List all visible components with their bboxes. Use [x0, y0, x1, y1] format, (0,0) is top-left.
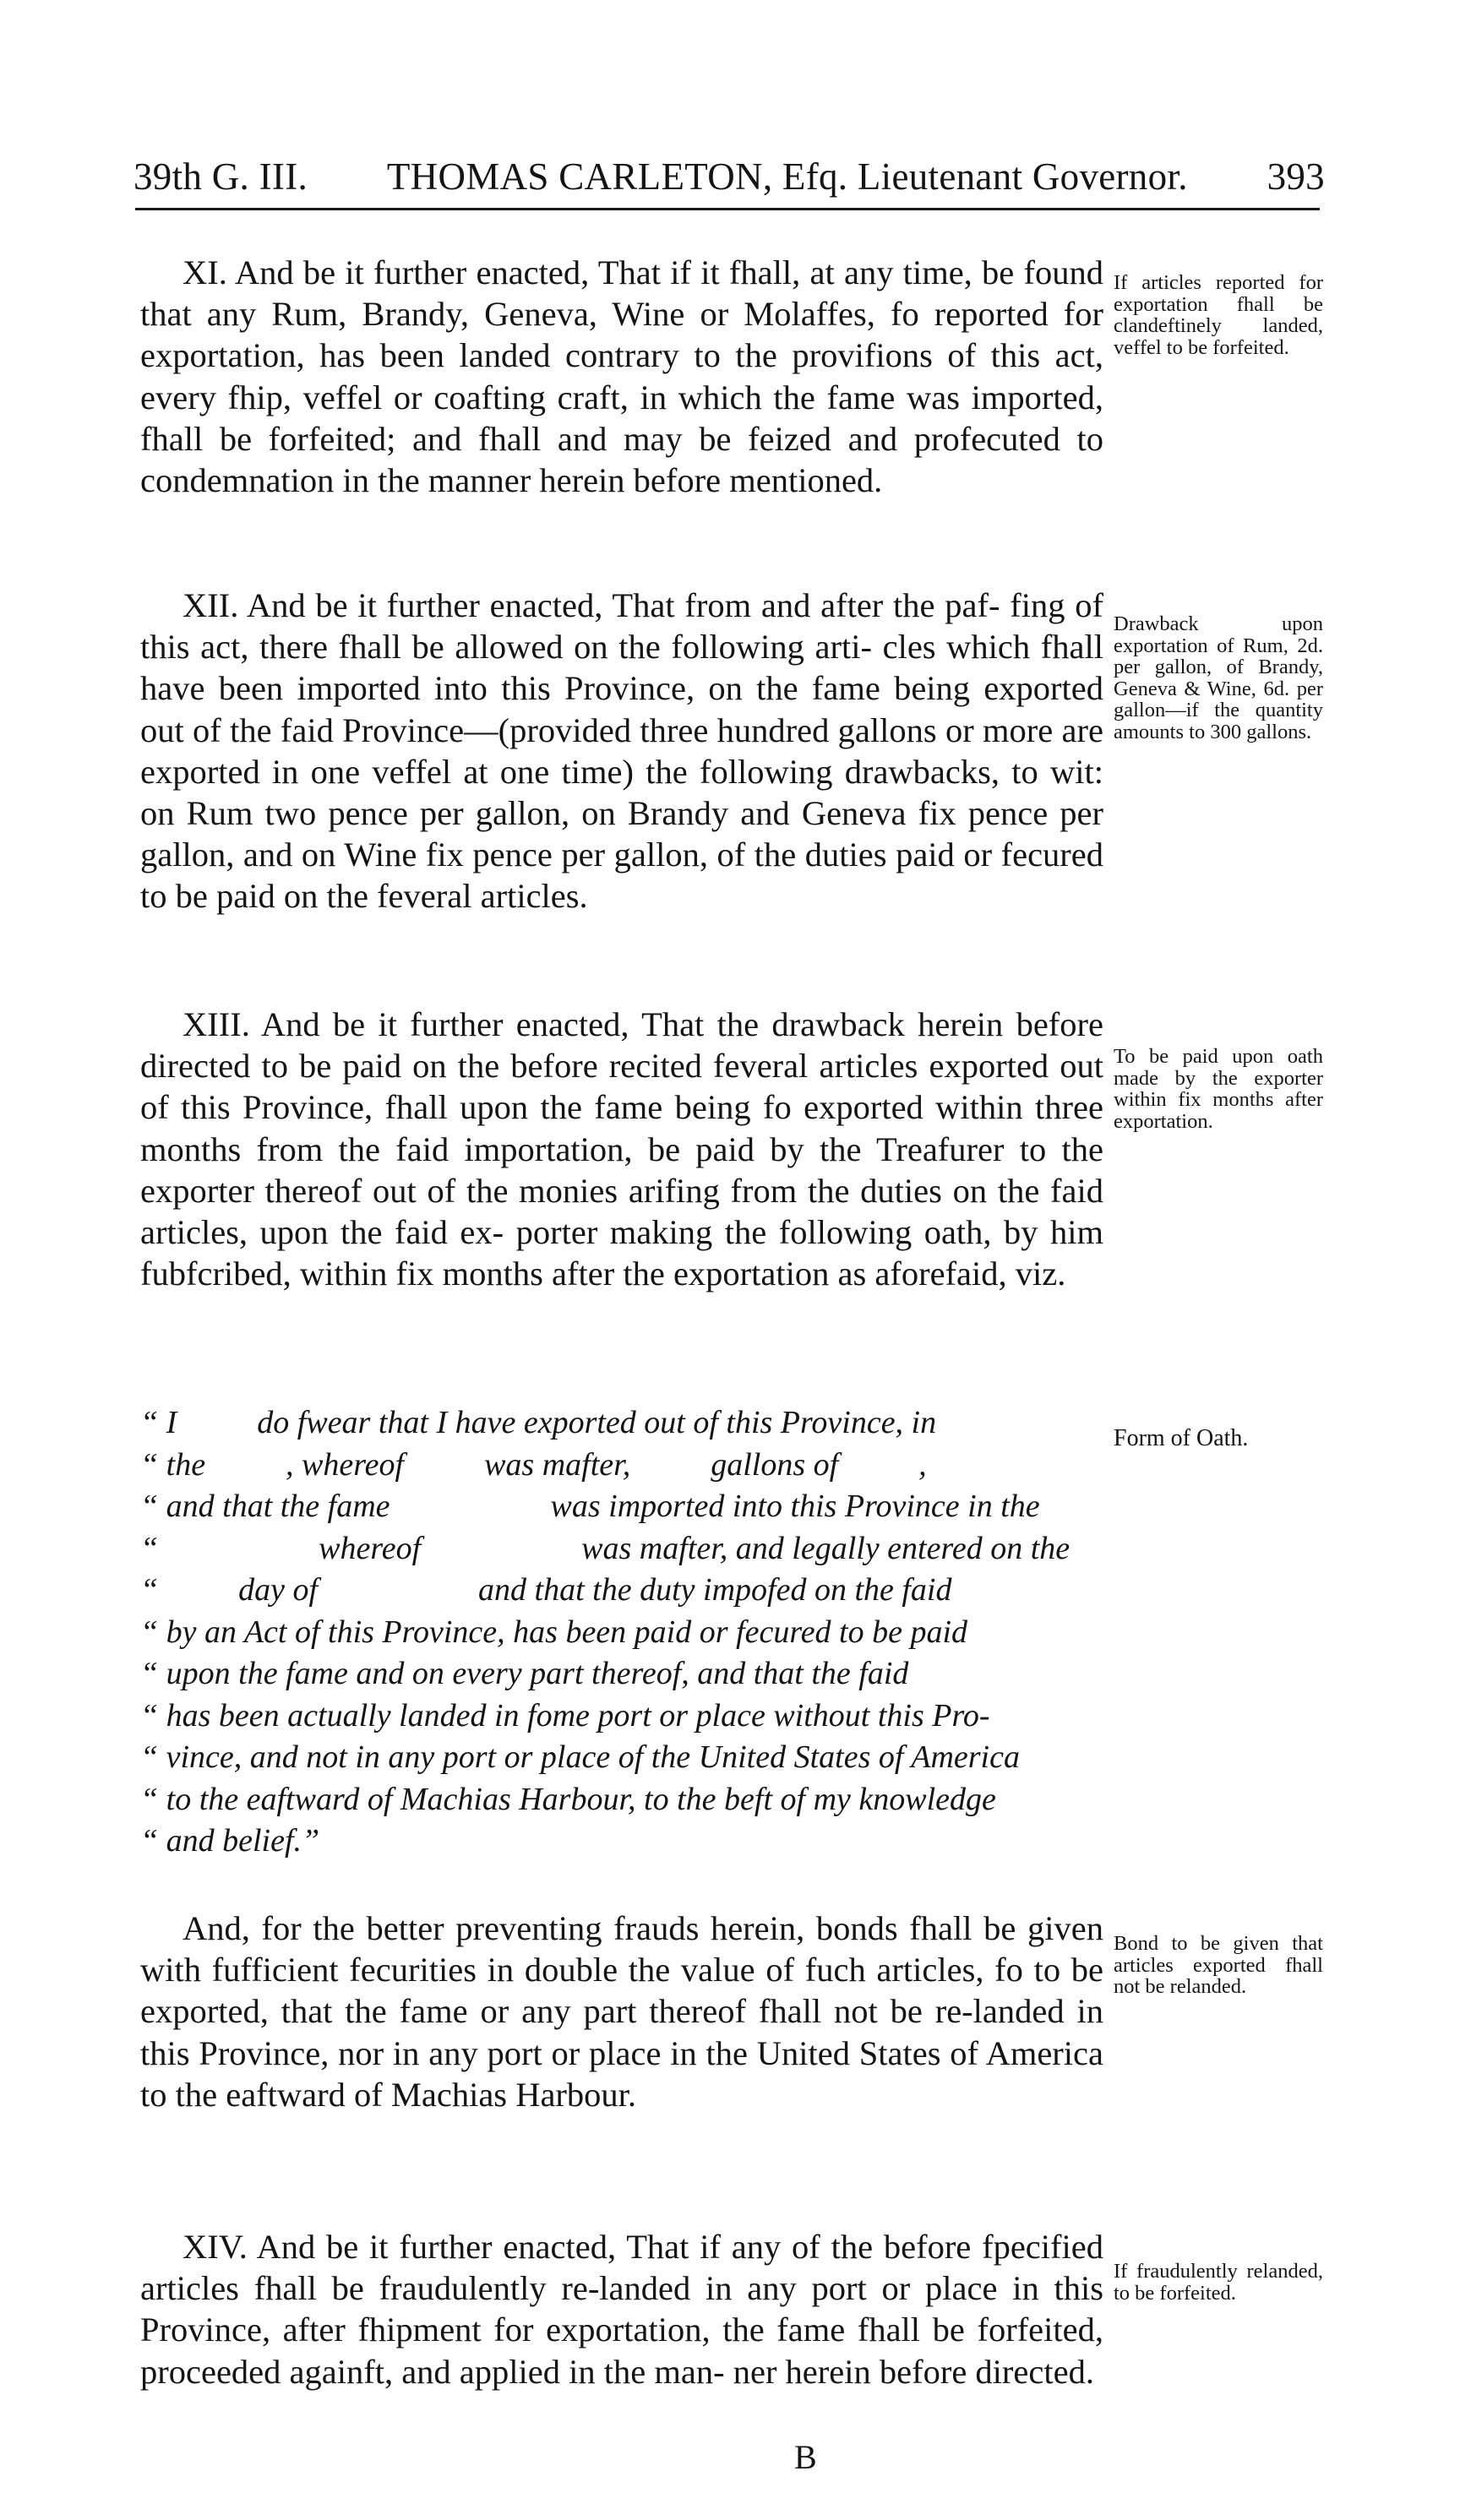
line: fix months after the exportation as aforefaid, viz. [395, 1255, 1066, 1293]
line: fix pence per gallon, of the duties paid or fecured to be paid on [140, 835, 1104, 916]
header-rule [135, 208, 1320, 210]
line: by the Treafurer to the exporter thereof out of the monies [140, 1129, 1103, 1210]
section-bond [140, 1908, 1103, 2115]
line: hundred gallons or more are exported in one veffel at one [140, 710, 1103, 791]
marginal-note-xiv: If fraudulently relanded, to be forfeited. [1114, 2260, 1323, 2305]
oath-line: “ upon the fame and on every part thereof, and that the faid [140, 1656, 909, 1691]
line: fing of this act, there fhall be allowed on the following arti- [140, 586, 1103, 667]
line: place in this Province, after fhipment for exportation, the fame [140, 2269, 1104, 2349]
header-title: THOMAS CARLETON, Efq. Lieutenant Governor. [386, 155, 1188, 198]
oath-line: “ to the eaftward of Machias Harbour, to the beft of my knowledge [140, 1781, 996, 1817]
line: And, for the better preventing frauds herein, bonds fhall [182, 1909, 972, 1947]
line: before directed to be paid on the before recited feveral articles [140, 1005, 1103, 1086]
signature-mark: B [794, 2438, 817, 2476]
oath-line: “ day of and that the duty impofed on the faid [140, 1572, 952, 1608]
section-xii [140, 585, 1103, 917]
line: XI. And be it further enacted, That if it fhall, at any time, [182, 253, 972, 291]
section-xi-text [140, 252, 1103, 501]
section-xii-text [140, 585, 1103, 917]
line: herein before mentioned. [539, 461, 883, 500]
running-header [133, 155, 1325, 199]
oath-line: “ the , whereof was mafter, gallons of , [140, 1446, 927, 1483]
line: cles which fhall have been imported into this Province, on the [140, 628, 1103, 708]
line: fhall not be re-landed in this Province, nor in any port or place [140, 1992, 1103, 2072]
section-xiv [140, 2226, 1103, 2392]
section-xiv-text [140, 2226, 1103, 2392]
line: XIV. And be it further enacted, That if any of the before [182, 2228, 972, 2266]
line: be found that any Rum, Brandy, Geneva, Wine or Molaffes, [140, 253, 1103, 334]
line: in the United States of America to the eaftward of Machias [140, 2033, 1103, 2114]
line: fame being exported out of the faid Province—(provided three [140, 669, 1104, 749]
line: XII. And be it further enacted, That from and after the paf- [182, 586, 1000, 624]
marginal-note-xii: Drawback upon exportation of Rum, 2d. per gallon, of Brandy, Geneva & Wine, 6d. per gallon—if the quantity amounts to 300 gallons. [1114, 612, 1323, 743]
line: fpecified articles fhall be fraudulently re-landed in any port or [140, 2228, 1103, 2308]
line: provifions of this act, every fhip, veffel or coafting craft, in [140, 336, 1104, 416]
line: fhall be forfeited, proceeded againft, and applied in the man- [140, 2310, 1104, 2391]
oath-line: “ and belief.” [140, 1823, 320, 1859]
line: porter making the following oath, by him fubfcribed, within [140, 1213, 1104, 1293]
marginal-note-oath: Form of Oath. [1114, 1425, 1249, 1451]
marginal-note-xiii: To be paid upon oath made by the exporter within fix months after exportation. [1114, 1045, 1323, 1133]
line: articles, fo to be exported, that the fame or any part thereof [140, 1951, 1103, 2031]
oath-line: “ I do fwear that I have exported out of this Province, in [140, 1405, 937, 1440]
line: gallon, on Brandy and Geneva fix pence per gallon, and on Wine [140, 794, 1103, 874]
section-xi [140, 252, 1103, 501]
line: ner herein before directed. [733, 2352, 1094, 2391]
marginal-note-xi: If articles reported for exportation fhall be clandeftinely landed, veffel to be forfeited. [1114, 271, 1323, 359]
line: the feveral articles. [326, 877, 588, 916]
oath-line: “ by an Act of this Province, has been paid or fecured to be paid [140, 1614, 968, 1650]
line: which the fame was imported, fhall be forfeited; and fhall and [140, 378, 1103, 458]
oath-line: “ and that the fame was imported into this Province in the [140, 1489, 1040, 1524]
oath-line: “ vince, and not in any port or place of the United States of America [140, 1739, 1020, 1775]
reign-label: 39th G. III. [133, 155, 308, 198]
line: fo reported for exportation, has been landed contrary to the [140, 295, 1104, 375]
line: arifing from the duties on the faid articles, upon the faid ex- [140, 1171, 1103, 1252]
oath-line: “ has been actually landed in fome port or place without this Pro- [140, 1697, 990, 1734]
oath-form [140, 1402, 1103, 1863]
section-xiii-text [140, 1004, 1103, 1294]
section-xiii [140, 1004, 1103, 1294]
line: exported within three months from the faid importation, be paid [140, 1088, 1104, 1168]
section-bond-text [140, 1908, 1103, 2115]
page-number: 393 [1267, 155, 1325, 198]
marginal-note-bond: Bond to be given that articles exported fhall not be relanded. [1114, 1932, 1323, 1998]
line: be given with fufficient fecurities in double the value of fuch [140, 1909, 1103, 1989]
line: XIII. And be it further enacted, That the drawback herein [182, 1005, 1004, 1043]
line: may be feized and profecuted to condemnation in the manner [140, 419, 1103, 500]
line: exported out of this Province, fhall upon the fame being fo [140, 1047, 1103, 1127]
line: time) the following drawbacks, to wit: on Rum two pence per [140, 752, 1104, 833]
line: Harbour. [515, 2075, 637, 2114]
oath-line: “ whereof was mafter, and legally entered on the [140, 1530, 1070, 1566]
